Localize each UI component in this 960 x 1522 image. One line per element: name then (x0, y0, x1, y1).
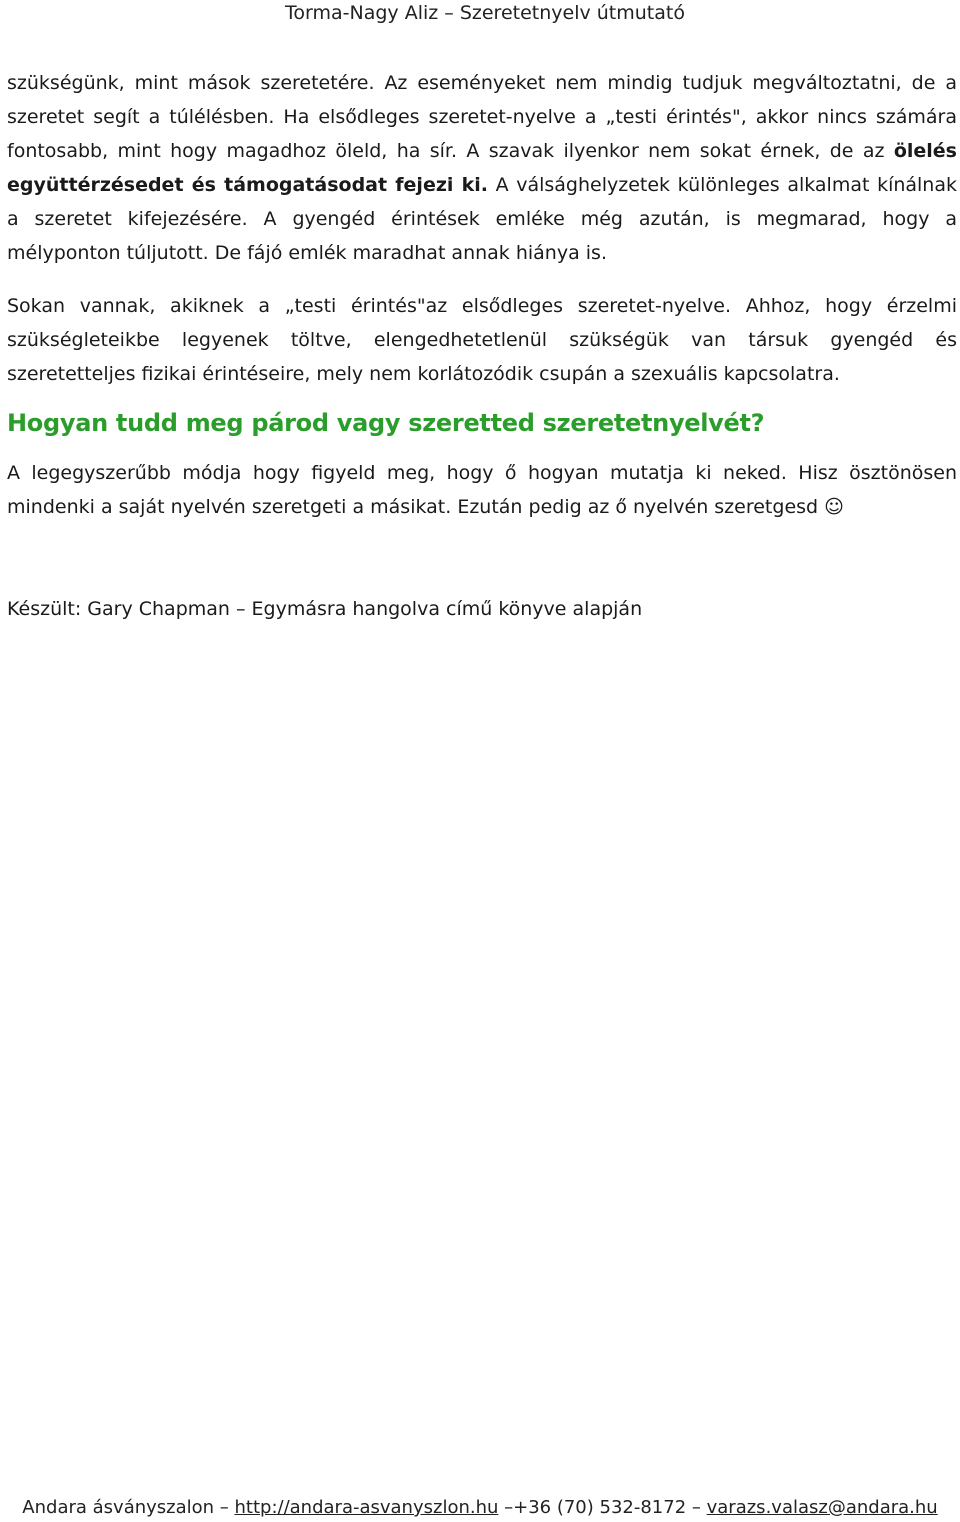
section-heading: Hogyan tudd meg párod vagy szeretted szeretetnyelvét? (7, 409, 765, 437)
paragraph-how-to: A legegyszerűbb módja hogy figyeld meg, hogy ő hogyan mutatja ki neked. Hisz ösztönösen mindenki a saját nyelvén szeretgeti a másikat. Ezután pedig az ő nyelvén szeretgesd ☺ (7, 462, 957, 518)
footer-company: Andara ásványszalon – (22, 1497, 235, 1518)
paragraph-bold-text: ölelés együttérzésedet és támogatásodat fejezi ki. (7, 140, 957, 196)
source-credit: Készült: Gary Chapman – Egymásra hangolva című könyve alapján (7, 598, 643, 620)
footer-website-link[interactable]: http://andara-asvanyszlon.hu (234, 1497, 499, 1518)
document-body (7, 66, 957, 626)
paragraph-text: A válsághelyzetek különleges alkalmat kínálnak a szeretet kifejezésére. A gyengéd érintések emléke még azután, is megmarad, hogy a mélyponton túljutott. De fájó emlék maradhat annak hiánya is. (7, 174, 957, 264)
page-footer (0, 1494, 960, 1522)
paragraph-text: szükségünk, mint mások szeretetére. Az eseményeket nem mindig tudjuk megváltoztatni, de a szeretet segít a túlélésben. Ha elsődleges szeretet-nyelve a „testi érintés", akkor nincs számára fontosabb, mint hogy magadhoz öleld, ha sír. A szavak ilyenkor nem sokat érnek, de az (7, 72, 957, 162)
paragraph-touch-crisis (7, 66, 957, 270)
footer-phone: –+36 (70) 532-8172 – (498, 1497, 707, 1518)
header-title: Torma-Nagy Aliz – Szeretetnyelv útmutató (285, 2, 685, 24)
footer-email-link[interactable]: varazs.valasz@andara.hu (706, 1497, 938, 1518)
paragraph-physical-touch: Sokan vannak, akiknek a „testi érintés"az elsődleges szeretet-nyelve. Ahhoz, hogy érzelmi szükségleteikbe legyenek töltve, elengedhetetlenül szükségük van társuk gyengéd és szeretetteljes fizikai érintéseire, mely nem korlátozódik csupán a szexuális kapcsolatra. (7, 295, 957, 385)
page-header (0, 0, 960, 26)
